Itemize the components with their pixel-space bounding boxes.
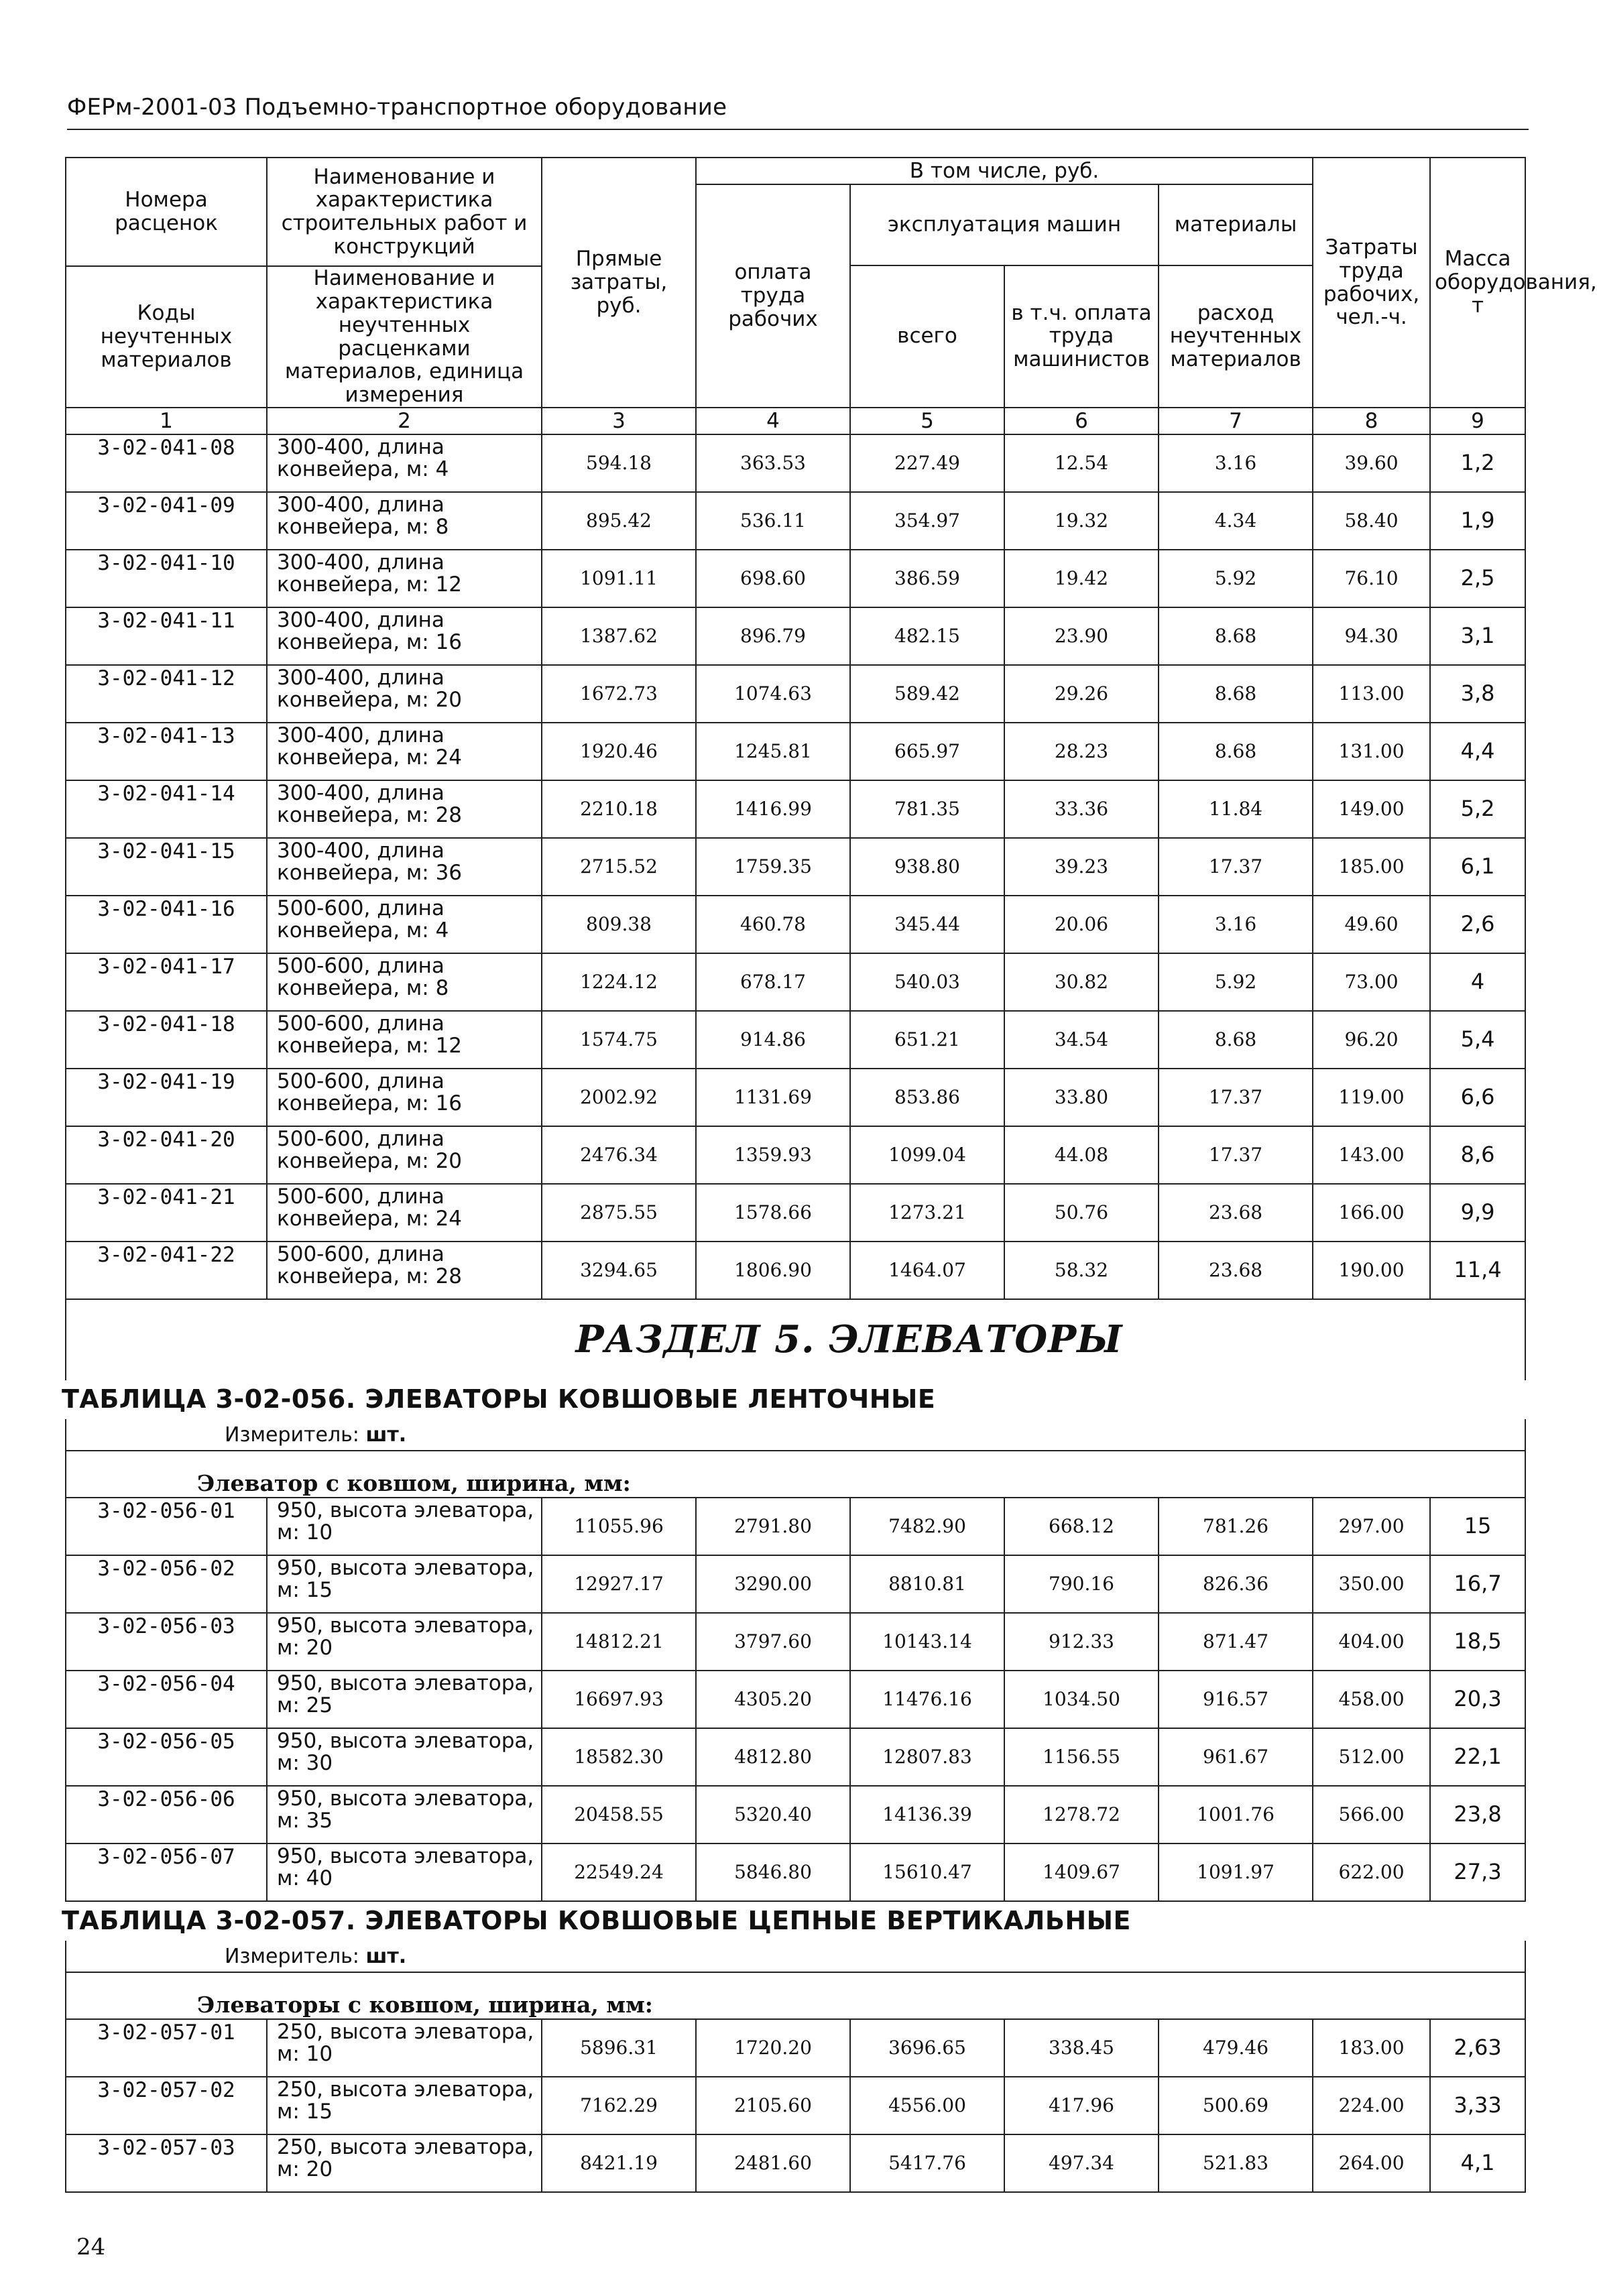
direct-cost-cell: 2875.55	[542, 1184, 696, 1242]
table-row	[66, 1069, 1525, 1126]
labor-pay-cell: 2481.60	[696, 2134, 850, 2192]
header-name-top: Наименование и характеристика строительных работ и конструкций	[267, 158, 542, 266]
rate-code-cell: 3-02-041-20	[66, 1126, 267, 1184]
work-name-cell: 300-400, длина конвейера, м: 8	[267, 492, 542, 550]
materials-cost-cell: 17.37	[1159, 838, 1313, 896]
labor-hours-cell: 185.00	[1313, 838, 1430, 896]
work-name-cell: 300-400, длина конвейера, м: 28	[267, 780, 542, 838]
labor-pay-cell: 1806.90	[696, 1242, 850, 1299]
table-row	[66, 1786, 1525, 1844]
labor-hours-cell: 404.00	[1313, 1613, 1430, 1671]
work-name-cell: 950, высота элеватора, м: 10	[267, 1498, 542, 1555]
machines-labor-cell: 1034.50	[1004, 1671, 1159, 1728]
page-number: 24	[76, 2234, 106, 2260]
table-row	[66, 1728, 1525, 1786]
work-name-cell: 500-600, длина конвейера, м: 4	[267, 896, 542, 953]
unit-value: шт.	[365, 1944, 407, 1968]
rate-code-cell: 3-02-056-05	[66, 1728, 267, 1786]
machines-labor-cell: 497.34	[1004, 2134, 1159, 2192]
work-name-cell: 500-600, длина конвейера, м: 28	[267, 1242, 542, 1299]
work-name-cell: 950, высота элеватора, м: 35	[267, 1786, 542, 1844]
work-name-cell: 300-400, длина конвейера, м: 12	[267, 550, 542, 607]
header-mass: Масса оборудования, т	[1430, 158, 1525, 408]
materials-cost-cell: 961.67	[1159, 1728, 1313, 1786]
direct-cost-cell: 18582.30	[542, 1728, 696, 1786]
header-including: В том числе, руб.	[696, 158, 1313, 184]
equipment-mass-cell: 8,6	[1430, 1126, 1525, 1184]
equipment-mass-cell: 2,6	[1430, 896, 1525, 953]
labor-pay-cell: 5846.80	[696, 1844, 850, 1901]
direct-cost-cell: 22549.24	[542, 1844, 696, 1901]
machines-total-cell: 4556.00	[850, 2077, 1004, 2134]
machines-labor-cell: 1156.55	[1004, 1728, 1159, 1786]
header-materials-sub: расход неучтенных материалов	[1159, 265, 1313, 408]
header-materials: материалы	[1159, 184, 1313, 265]
work-name-cell: 950, высота элеватора, м: 40	[267, 1844, 542, 1901]
labor-pay-cell: 1245.81	[696, 723, 850, 780]
equipment-mass-cell: 15	[1430, 1498, 1525, 1555]
equipment-mass-cell: 6,1	[1430, 838, 1525, 896]
machines-labor-cell: 417.96	[1004, 2077, 1159, 2134]
rate-code-cell: 3-02-056-03	[66, 1613, 267, 1671]
direct-cost-cell: 2002.92	[542, 1069, 696, 1126]
header-codes-bottom: Коды неучтенных материалов	[66, 266, 267, 408]
labor-hours-cell: 183.00	[1313, 2019, 1430, 2077]
labor-pay-cell: 1416.99	[696, 780, 850, 838]
machines-total-cell: 11476.16	[850, 1671, 1004, 1728]
table-056-body	[66, 1498, 1525, 1901]
machines-total-cell: 10143.14	[850, 1613, 1004, 1671]
machines-total-cell: 482.15	[850, 607, 1004, 665]
direct-cost-cell: 1224.12	[542, 953, 696, 1011]
direct-cost-cell: 12927.17	[542, 1555, 696, 1613]
labor-pay-cell: 1720.20	[696, 2019, 850, 2077]
rate-code-cell: 3-02-057-01	[66, 2019, 267, 2077]
machines-labor-cell: 44.08	[1004, 1126, 1159, 1184]
column-number: 2	[267, 408, 542, 434]
labor-hours-cell: 166.00	[1313, 1184, 1430, 1242]
labor-pay-cell: 1131.69	[696, 1069, 850, 1126]
header-labor-cost: Затраты труда рабочих, чел.-ч.	[1313, 158, 1430, 408]
work-name-cell: 500-600, длина конвейера, м: 8	[267, 953, 542, 1011]
labor-hours-cell: 297.00	[1313, 1498, 1430, 1555]
table-row	[66, 1844, 1525, 1901]
equipment-mass-cell: 3,1	[1430, 607, 1525, 665]
table-row	[66, 953, 1525, 1011]
labor-hours-cell: 622.00	[1313, 1844, 1430, 1901]
equipment-mass-cell: 9,9	[1430, 1184, 1525, 1242]
table-row	[66, 723, 1525, 780]
materials-cost-cell: 3.16	[1159, 434, 1313, 492]
header-rule	[67, 129, 1529, 130]
labor-hours-cell: 512.00	[1313, 1728, 1430, 1786]
materials-cost-cell: 8.68	[1159, 607, 1313, 665]
rate-code-cell: 3-02-057-02	[66, 2077, 267, 2134]
labor-hours-cell: 224.00	[1313, 2077, 1430, 2134]
direct-cost-cell: 3294.65	[542, 1242, 696, 1299]
equipment-mass-cell: 20,3	[1430, 1671, 1525, 1728]
materials-cost-cell: 500.69	[1159, 2077, 1313, 2134]
labor-pay-cell: 4305.20	[696, 1671, 850, 1728]
labor-hours-cell: 131.00	[1313, 723, 1430, 780]
labor-pay-cell: 678.17	[696, 953, 850, 1011]
direct-cost-cell: 809.38	[542, 896, 696, 953]
unit-value: шт.	[365, 1423, 407, 1447]
machines-total-cell: 15610.47	[850, 1844, 1004, 1901]
rate-code-cell: 3-02-041-12	[66, 665, 267, 723]
work-name-cell: 250, высота элеватора, м: 15	[267, 2077, 542, 2134]
materials-cost-cell: 8.68	[1159, 723, 1313, 780]
labor-hours-cell: 73.00	[1313, 953, 1430, 1011]
machines-total-cell: 1464.07	[850, 1242, 1004, 1299]
machines-total-cell: 3696.65	[850, 2019, 1004, 2077]
machines-labor-cell: 20.06	[1004, 896, 1159, 953]
machines-labor-cell: 33.36	[1004, 780, 1159, 838]
table-row	[66, 1671, 1525, 1728]
machines-labor-cell: 33.80	[1004, 1069, 1159, 1126]
materials-cost-cell: 916.57	[1159, 1671, 1313, 1728]
header-labor-pay: оплата труда рабочих	[696, 184, 850, 408]
rate-code-cell: 3-02-041-21	[66, 1184, 267, 1242]
unit-line	[66, 1941, 1525, 1972]
rate-code-cell: 3-02-041-22	[66, 1242, 267, 1299]
table-row	[66, 1498, 1525, 1555]
machines-total-cell: 227.49	[850, 434, 1004, 492]
materials-cost-cell: 5.92	[1159, 953, 1313, 1011]
rate-code-cell: 3-02-056-02	[66, 1555, 267, 1613]
table-057-body	[66, 2019, 1525, 2192]
equipment-mass-cell: 5,2	[1430, 780, 1525, 838]
machines-total-cell: 938.80	[850, 838, 1004, 896]
table-row	[66, 607, 1525, 665]
rate-code-cell: 3-02-041-10	[66, 550, 267, 607]
equipment-mass-cell: 22,1	[1430, 1728, 1525, 1786]
labor-hours-cell: 39.60	[1313, 434, 1430, 492]
equipment-mass-cell: 3,33	[1430, 2077, 1525, 2134]
materials-cost-cell: 8.68	[1159, 1011, 1313, 1069]
machines-total-cell: 853.86	[850, 1069, 1004, 1126]
table-row	[66, 492, 1525, 550]
table-row	[66, 780, 1525, 838]
materials-cost-cell: 3.16	[1159, 896, 1313, 953]
labor-hours-cell: 458.00	[1313, 1671, 1430, 1728]
header-machines: эксплуатация машин	[850, 184, 1159, 265]
machines-labor-cell: 23.90	[1004, 607, 1159, 665]
column-number: 5	[850, 408, 1004, 434]
labor-hours-cell: 58.40	[1313, 492, 1430, 550]
materials-cost-cell: 17.37	[1159, 1126, 1313, 1184]
machines-total-cell: 1273.21	[850, 1184, 1004, 1242]
table-row	[66, 1242, 1525, 1299]
table-row	[66, 2019, 1525, 2077]
direct-cost-cell: 1091.11	[542, 550, 696, 607]
rate-code-cell: 3-02-041-14	[66, 780, 267, 838]
machines-labor-cell: 12.54	[1004, 434, 1159, 492]
machines-labor-cell: 1278.72	[1004, 1786, 1159, 1844]
equipment-mass-cell: 4,1	[1430, 2134, 1525, 2192]
labor-pay-cell: 2105.60	[696, 2077, 850, 2134]
equipment-mass-cell: 23,8	[1430, 1786, 1525, 1844]
unit-line	[66, 1419, 1525, 1451]
direct-cost-cell: 1672.73	[542, 665, 696, 723]
machines-total-cell: 386.59	[850, 550, 1004, 607]
work-name-cell: 950, высота элеватора, м: 20	[267, 1613, 542, 1671]
labor-hours-cell: 143.00	[1313, 1126, 1430, 1184]
machines-total-cell: 7482.90	[850, 1498, 1004, 1555]
work-name-cell: 950, высота элеватора, м: 25	[267, 1671, 542, 1728]
equipment-mass-cell: 4	[1430, 953, 1525, 1011]
column-number: 3	[542, 408, 696, 434]
work-name-cell: 500-600, длина конвейера, м: 16	[267, 1069, 542, 1126]
materials-cost-cell: 871.47	[1159, 1613, 1313, 1671]
table-row	[66, 434, 1525, 492]
header-name-bottom: Наименование и характеристика неучтенных расценками материалов, единица измерения	[267, 266, 542, 408]
rate-code-cell: 3-02-041-17	[66, 953, 267, 1011]
labor-hours-cell: 76.10	[1313, 550, 1430, 607]
labor-hours-cell: 96.20	[1313, 1011, 1430, 1069]
machines-total-cell: 589.42	[850, 665, 1004, 723]
rate-code-cell: 3-02-056-01	[66, 1498, 267, 1555]
direct-cost-cell: 16697.93	[542, 1671, 696, 1728]
equipment-mass-cell: 11,4	[1430, 1242, 1525, 1299]
work-name-cell: 500-600, длина конвейера, м: 24	[267, 1184, 542, 1242]
equipment-mass-cell: 2,5	[1430, 550, 1525, 607]
direct-cost-cell: 2210.18	[542, 780, 696, 838]
equipment-mass-cell: 27,3	[1430, 1844, 1525, 1901]
table-row	[66, 2134, 1525, 2192]
rate-code-cell: 3-02-041-16	[66, 896, 267, 953]
labor-hours-cell: 350.00	[1313, 1555, 1430, 1613]
materials-cost-cell: 781.26	[1159, 1498, 1313, 1555]
materials-cost-cell: 23.68	[1159, 1242, 1313, 1299]
machines-labor-cell: 790.16	[1004, 1555, 1159, 1613]
machines-total-cell: 5417.76	[850, 2134, 1004, 2192]
rate-code-cell: 3-02-057-03	[66, 2134, 267, 2192]
machines-labor-cell: 50.76	[1004, 1184, 1159, 1242]
labor-hours-cell: 94.30	[1313, 607, 1430, 665]
work-name-cell: 300-400, длина конвейера, м: 20	[267, 665, 542, 723]
work-name-cell: 950, высота элеватора, м: 15	[267, 1555, 542, 1613]
section-heading-cell	[66, 1299, 1525, 1380]
machines-labor-cell: 668.12	[1004, 1498, 1159, 1555]
direct-cost-cell: 1574.75	[542, 1011, 696, 1069]
direct-cost-cell: 594.18	[542, 434, 696, 492]
table-row	[66, 1011, 1525, 1069]
equipment-mass-cell: 1,2	[1430, 434, 1525, 492]
labor-hours-cell: 190.00	[1313, 1242, 1430, 1299]
direct-cost-cell: 1387.62	[542, 607, 696, 665]
table-title-cell	[62, 1380, 1525, 1419]
equipment-mass-cell: 4,4	[1430, 723, 1525, 780]
equipment-mass-cell: 1,9	[1430, 492, 1525, 550]
table-row	[66, 550, 1525, 607]
column-number: 7	[1159, 408, 1313, 434]
labor-hours-cell: 566.00	[1313, 1786, 1430, 1844]
direct-cost-cell: 8421.19	[542, 2134, 696, 2192]
labor-hours-cell: 264.00	[1313, 2134, 1430, 2192]
work-name-cell: 300-400, длина конвейера, м: 36	[267, 838, 542, 896]
rate-code-cell: 3-02-056-06	[66, 1786, 267, 1844]
machines-labor-cell: 19.42	[1004, 550, 1159, 607]
equipment-mass-cell: 3,8	[1430, 665, 1525, 723]
table-row	[66, 1555, 1525, 1613]
labor-pay-cell: 4812.80	[696, 1728, 850, 1786]
work-name-cell: 500-600, длина конвейера, м: 12	[267, 1011, 542, 1069]
machines-labor-cell: 19.32	[1004, 492, 1159, 550]
materials-cost-cell: 5.92	[1159, 550, 1313, 607]
direct-cost-cell: 5896.31	[542, 2019, 696, 2077]
table-row	[66, 1613, 1525, 1671]
direct-cost-cell: 2715.52	[542, 838, 696, 896]
machines-labor-cell: 28.23	[1004, 723, 1159, 780]
machines-total-cell: 12807.83	[850, 1728, 1004, 1786]
column-number: 8	[1313, 408, 1430, 434]
materials-cost-cell: 521.83	[1159, 2134, 1313, 2192]
rates-sheet	[62, 157, 1597, 2193]
direct-cost-cell: 2476.34	[542, 1126, 696, 1184]
header-codes-top: Номера расценок	[66, 158, 267, 266]
labor-pay-cell: 1359.93	[696, 1126, 850, 1184]
machines-labor-cell: 30.82	[1004, 953, 1159, 1011]
direct-cost-cell: 20458.55	[542, 1786, 696, 1844]
running-header: ФЕРм-2001-03 Подъемно-транспортное оборудование	[67, 94, 727, 121]
labor-pay-cell: 698.60	[696, 550, 850, 607]
unit-label: Измеритель:	[225, 1944, 359, 1968]
rate-code-cell: 3-02-041-13	[66, 723, 267, 780]
labor-pay-cell: 1759.35	[696, 838, 850, 896]
direct-cost-cell: 895.42	[542, 492, 696, 550]
group-heading: Элеватор с ковшом, ширина, мм:	[66, 1451, 1525, 1498]
column-number: 6	[1004, 408, 1159, 434]
table-057-title: ТАБЛИЦА 3-02-057. ЭЛЕВАТОРЫ КОВШОВЫЕ ЦЕПНЫЕ ВЕРТИКАЛЬНЫЕ	[62, 1906, 1131, 1936]
materials-cost-cell: 11.84	[1159, 780, 1313, 838]
table-title-cell	[62, 1901, 1525, 1941]
direct-cost-cell: 7162.29	[542, 2077, 696, 2134]
machines-total-cell: 781.35	[850, 780, 1004, 838]
column-number-row	[66, 408, 1525, 434]
machines-labor-cell: 338.45	[1004, 2019, 1159, 2077]
header-direct-costs: Прямые затраты, руб.	[542, 158, 696, 408]
machines-labor-cell: 58.32	[1004, 1242, 1159, 1299]
table-row	[66, 838, 1525, 896]
header-machines-labor: в т.ч. оплата труда машинистов	[1004, 265, 1159, 408]
equipment-mass-cell: 2,63	[1430, 2019, 1525, 2077]
labor-hours-cell: 149.00	[1313, 780, 1430, 838]
rate-code-cell: 3-02-041-09	[66, 492, 267, 550]
table-041-body	[66, 434, 1525, 1299]
rate-code-cell: 3-02-041-19	[66, 1069, 267, 1126]
section-title: РАЗДЕЛ 5. ЭЛЕВАТОРЫ	[575, 1317, 1123, 1362]
materials-cost-cell: 479.46	[1159, 2019, 1313, 2077]
labor-hours-cell: 113.00	[1313, 665, 1430, 723]
direct-cost-cell: 14812.21	[542, 1613, 696, 1671]
materials-cost-cell: 826.36	[1159, 1555, 1313, 1613]
rate-code-cell: 3-02-041-18	[66, 1011, 267, 1069]
rates-table	[62, 157, 1597, 2193]
materials-cost-cell: 8.68	[1159, 665, 1313, 723]
work-name-cell: 300-400, длина конвейера, м: 4	[267, 434, 542, 492]
labor-pay-cell: 896.79	[696, 607, 850, 665]
machines-labor-cell: 29.26	[1004, 665, 1159, 723]
labor-pay-cell: 460.78	[696, 896, 850, 953]
materials-cost-cell: 17.37	[1159, 1069, 1313, 1126]
machines-total-cell: 1099.04	[850, 1126, 1004, 1184]
rate-code-cell: 3-02-041-08	[66, 434, 267, 492]
equipment-mass-cell: 18,5	[1430, 1613, 1525, 1671]
labor-hours-cell: 119.00	[1313, 1069, 1430, 1126]
direct-cost-cell: 1920.46	[542, 723, 696, 780]
unit-label: Измеритель:	[225, 1423, 359, 1447]
work-name-cell: 300-400, длина конвейера, м: 16	[267, 607, 542, 665]
materials-cost-cell: 1001.76	[1159, 1786, 1313, 1844]
materials-cost-cell: 23.68	[1159, 1184, 1313, 1242]
labor-pay-cell: 1578.66	[696, 1184, 850, 1242]
labor-hours-cell: 49.60	[1313, 896, 1430, 953]
materials-cost-cell: 4.34	[1159, 492, 1313, 550]
machines-total-cell: 540.03	[850, 953, 1004, 1011]
labor-pay-cell: 5320.40	[696, 1786, 850, 1844]
direct-cost-cell: 11055.96	[542, 1498, 696, 1555]
materials-cost-cell: 1091.97	[1159, 1844, 1313, 1901]
labor-pay-cell: 914.86	[696, 1011, 850, 1069]
equipment-mass-cell: 6,6	[1430, 1069, 1525, 1126]
work-name-cell: 250, высота элеватора, м: 20	[267, 2134, 542, 2192]
machines-total-cell: 345.44	[850, 896, 1004, 953]
labor-pay-cell: 536.11	[696, 492, 850, 550]
equipment-mass-cell: 5,4	[1430, 1011, 1525, 1069]
header-machines-total: всего	[850, 265, 1004, 408]
machines-total-cell: 665.97	[850, 723, 1004, 780]
machines-labor-cell: 34.54	[1004, 1011, 1159, 1069]
rate-code-cell: 3-02-041-15	[66, 838, 267, 896]
machines-total-cell: 8810.81	[850, 1555, 1004, 1613]
machines-total-cell: 651.21	[850, 1011, 1004, 1069]
column-number: 4	[696, 408, 850, 434]
machines-labor-cell: 1409.67	[1004, 1844, 1159, 1901]
table-056-title: ТАБЛИЦА 3-02-056. ЭЛЕВАТОРЫ КОВШОВЫЕ ЛЕНТОЧНЫЕ	[62, 1384, 936, 1414]
column-number: 1	[66, 408, 267, 434]
work-name-cell: 950, высота элеватора, м: 30	[267, 1728, 542, 1786]
machines-labor-cell: 912.33	[1004, 1613, 1159, 1671]
work-name-cell: 250, высота элеватора, м: 10	[267, 2019, 542, 2077]
labor-pay-cell: 363.53	[696, 434, 850, 492]
equipment-mass-cell: 16,7	[1430, 1555, 1525, 1613]
labor-pay-cell: 3290.00	[696, 1555, 850, 1613]
machines-labor-cell: 39.23	[1004, 838, 1159, 896]
table-row	[66, 665, 1525, 723]
labor-pay-cell: 1074.63	[696, 665, 850, 723]
table-row	[66, 2077, 1525, 2134]
labor-pay-cell: 3797.60	[696, 1613, 850, 1671]
group-heading: Элеваторы с ковшом, ширина, мм:	[66, 1972, 1525, 2019]
rate-code-cell: 3-02-041-11	[66, 607, 267, 665]
rate-code-cell: 3-02-056-07	[66, 1844, 267, 1901]
table-row	[66, 1184, 1525, 1242]
table-row	[66, 1126, 1525, 1184]
labor-pay-cell: 2791.80	[696, 1498, 850, 1555]
column-number: 9	[1430, 408, 1525, 434]
work-name-cell: 300-400, длина конвейера, м: 24	[267, 723, 542, 780]
work-name-cell: 500-600, длина конвейера, м: 20	[267, 1126, 542, 1184]
machines-total-cell: 14136.39	[850, 1786, 1004, 1844]
machines-total-cell: 354.97	[850, 492, 1004, 550]
table-row	[66, 896, 1525, 953]
rate-code-cell: 3-02-056-04	[66, 1671, 267, 1728]
